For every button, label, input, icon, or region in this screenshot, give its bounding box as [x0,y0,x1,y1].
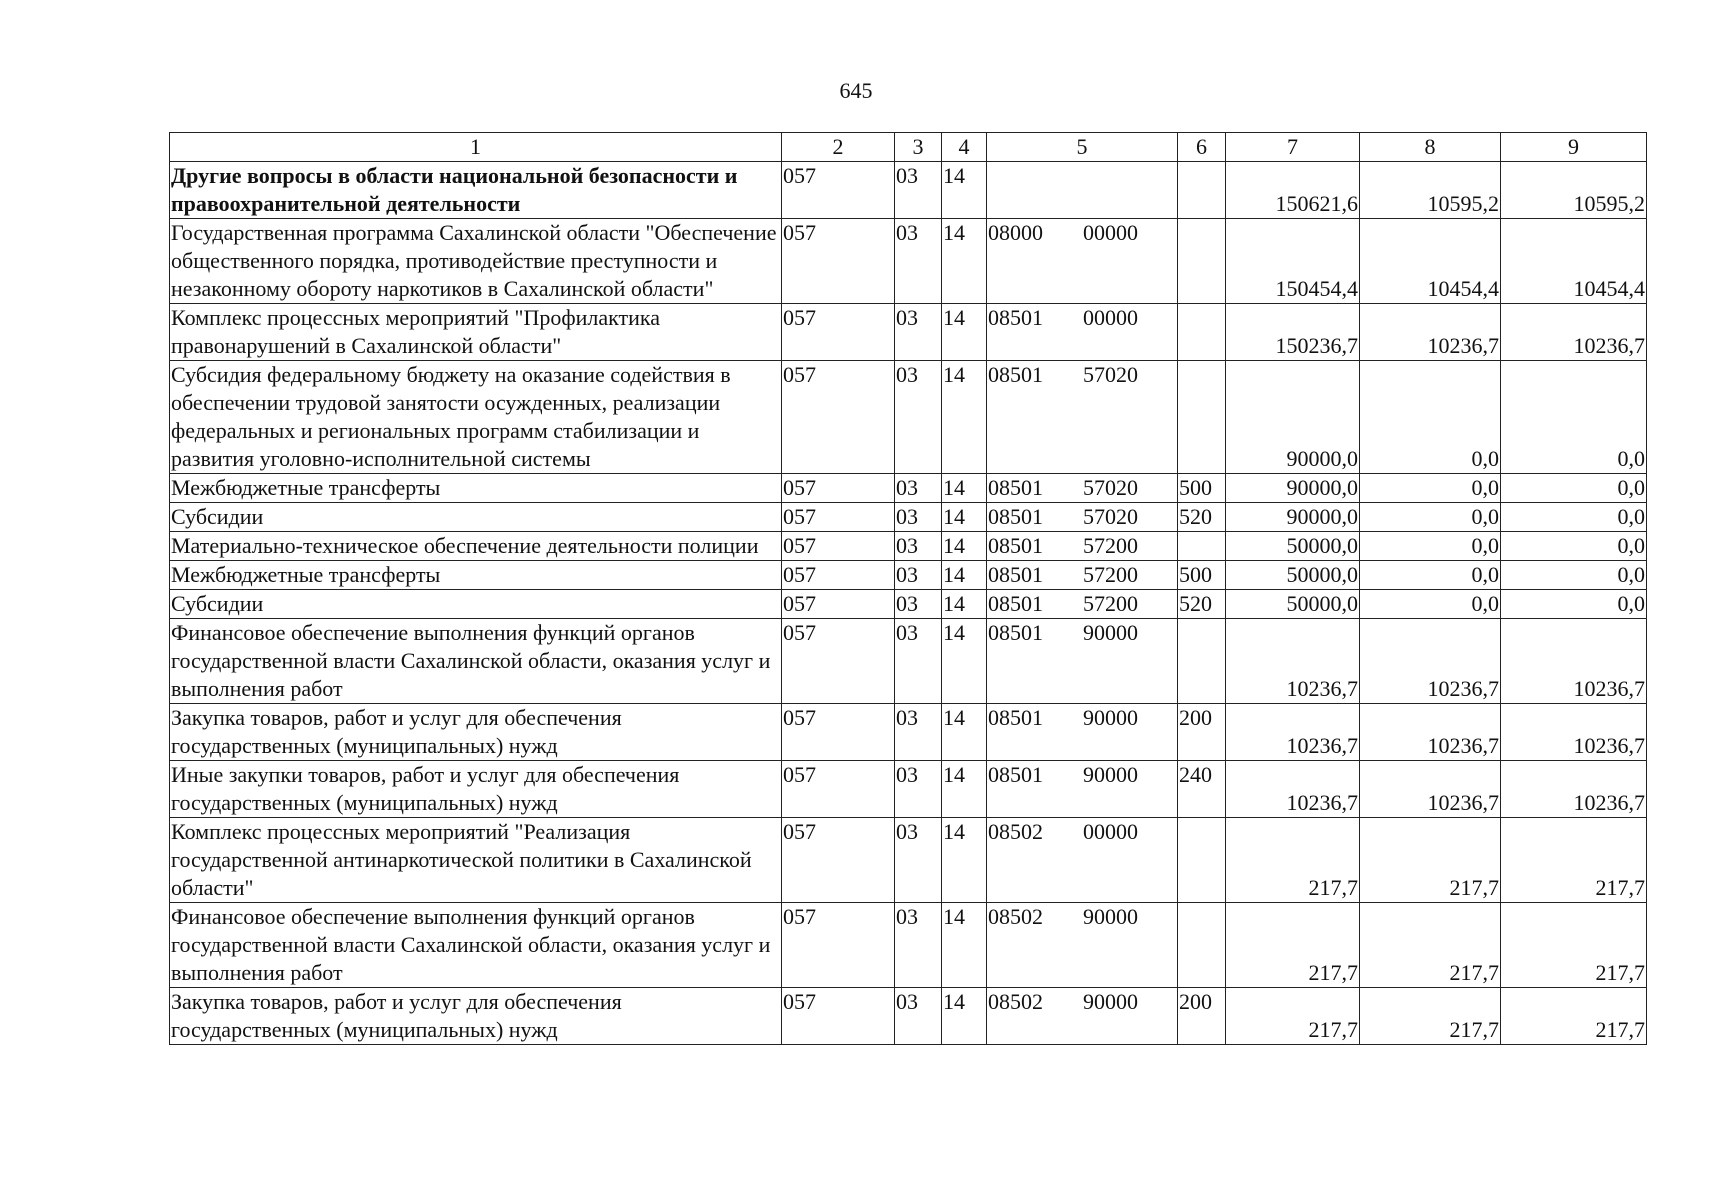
expense-type-cell [1178,361,1226,474]
amount-col8-cell: 10236,7 [1360,704,1501,761]
program-code: 08501 [988,504,1043,529]
target-article-cell [987,761,1178,818]
chapter-code-cell: 057 [782,162,895,219]
chapter-code-cell: 057 [782,304,895,361]
amount-col8-cell: 10236,7 [1360,619,1501,704]
program-code: 08501 [988,620,1043,645]
amount-col9-cell: 10454,4 [1501,219,1647,304]
direction-code: 90000 [1083,620,1138,645]
amount-col8-cell: 0,0 [1360,532,1501,561]
column-header: 2 [782,133,895,162]
program-code: 08501 [988,705,1043,730]
page-number: 645 [839,78,873,103]
amount-col9-cell: 217,7 [1501,988,1647,1045]
program-code: 08501 [988,305,1043,330]
subsection-code-cell: 14 [942,162,987,219]
column-header: 9 [1501,133,1647,162]
program-code: 08501 [988,362,1043,387]
table-row [170,619,1647,704]
amount-col7-cell: 90000,0 [1226,503,1360,532]
expense-type-cell: 520 [1178,503,1226,532]
row-name-cell: Другие вопросы в области национальной безопасности и правоохранительной деятельности [170,162,782,219]
program-code: 08501 [988,591,1043,616]
target-article-cell [987,532,1178,561]
table-row [170,361,1647,474]
direction-code: 57200 [1083,533,1138,558]
subsection-code-cell: 14 [942,361,987,474]
amount-col9-cell: 10595,2 [1501,162,1647,219]
section-code-cell: 03 [895,532,942,561]
target-article-cell [987,503,1178,532]
amount-col7-cell: 10236,7 [1226,619,1360,704]
amount-col8-cell: 217,7 [1360,988,1501,1045]
section-code-cell: 03 [895,219,942,304]
amount-col9-cell: 10236,7 [1501,304,1647,361]
chapter-code-cell: 057 [782,503,895,532]
amount-col8-cell: 0,0 [1360,503,1501,532]
table-row [170,704,1647,761]
section-code-cell: 03 [895,561,942,590]
subsection-code-cell: 14 [942,988,987,1045]
target-article-cell [987,219,1178,304]
subsection-code-cell: 14 [942,903,987,988]
expense-type-cell [1178,532,1226,561]
amount-col8-cell: 0,0 [1360,474,1501,503]
amount-col8-cell: 10236,7 [1360,761,1501,818]
chapter-code-cell: 057 [782,704,895,761]
expense-type-cell [1178,162,1226,219]
subsection-code-cell: 14 [942,761,987,818]
amount-col8-cell: 0,0 [1360,361,1501,474]
section-code-cell: 03 [895,619,942,704]
amount-col7-cell: 50000,0 [1226,561,1360,590]
table-row [170,761,1647,818]
target-article-cell [987,561,1178,590]
subsection-code-cell: 14 [942,219,987,304]
chapter-code-cell: 057 [782,361,895,474]
row-name-cell: Иные закупки товаров, работ и услуг для обеспечения государственных (муниципальных) нужд [170,761,782,818]
section-code-cell: 03 [895,761,942,818]
table-row [170,219,1647,304]
subsection-code-cell: 14 [942,704,987,761]
amount-col9-cell: 10236,7 [1501,761,1647,818]
amount-col9-cell: 10236,7 [1501,704,1647,761]
amount-col8-cell: 10454,4 [1360,219,1501,304]
section-code-cell: 03 [895,162,942,219]
direction-code: 57020 [1083,475,1138,500]
table-row [170,532,1647,561]
row-name-cell: Межбюджетные трансферты [170,561,782,590]
amount-col7-cell: 217,7 [1226,903,1360,988]
amount-col8-cell: 0,0 [1360,561,1501,590]
row-name-cell: Финансовое обеспечение выполнения функций органов государственной власти Сахалинской области, оказания услуг и выполнения работ [170,619,782,704]
row-name-cell: Комплекс процессных мероприятий "Реализация государственной антинаркотической политики в Сахалинской области" [170,818,782,903]
expense-type-cell [1178,304,1226,361]
table-row [170,162,1647,219]
table-row [170,474,1647,503]
column-header: 3 [895,133,942,162]
program-code: 08502 [988,989,1043,1014]
amount-col7-cell: 150236,7 [1226,304,1360,361]
subsection-code-cell: 14 [942,818,987,903]
subsection-code-cell: 14 [942,590,987,619]
expense-type-cell: 240 [1178,761,1226,818]
target-article-cell [987,304,1178,361]
direction-code: 57200 [1083,591,1138,616]
row-name-cell: Закупка товаров, работ и услуг для обеспечения государственных (муниципальных) нужд [170,988,782,1045]
program-code: 08501 [988,762,1043,787]
budget-table [169,132,1647,1045]
amount-col8-cell: 0,0 [1360,590,1501,619]
expense-type-cell: 200 [1178,988,1226,1045]
program-code: 08501 [988,475,1043,500]
target-article-cell [987,619,1178,704]
amount-col9-cell: 0,0 [1501,503,1647,532]
expense-type-cell [1178,903,1226,988]
chapter-code-cell: 057 [782,561,895,590]
program-code: 08000 [988,220,1043,245]
target-article-cell [987,474,1178,503]
target-article-cell [987,361,1178,474]
row-name-cell: Государственная программа Сахалинской области "Обеспечение общественного порядка, противодействие преступности и незаконному обороту наркотиков в Сахалинской области" [170,219,782,304]
direction-code: 00000 [1083,220,1138,245]
expense-type-cell: 520 [1178,590,1226,619]
amount-col7-cell: 150454,4 [1226,219,1360,304]
amount-col7-cell: 150621,6 [1226,162,1360,219]
section-code-cell: 03 [895,304,942,361]
target-article-cell [987,162,1178,219]
column-header: 1 [170,133,782,162]
subsection-code-cell: 14 [942,619,987,704]
amount-col9-cell: 10236,7 [1501,619,1647,704]
table-row [170,988,1647,1045]
row-name-cell: Закупка товаров, работ и услуг для обеспечения государственных (муниципальных) нужд [170,704,782,761]
chapter-code-cell: 057 [782,474,895,503]
expense-type-cell [1178,619,1226,704]
amount-col7-cell: 50000,0 [1226,532,1360,561]
program-code: 08501 [988,533,1043,558]
table-row [170,903,1647,988]
column-header: 5 [987,133,1178,162]
section-code-cell: 03 [895,503,942,532]
amount-col8-cell: 217,7 [1360,818,1501,903]
column-number-row [170,133,1647,162]
amount-col7-cell: 90000,0 [1226,474,1360,503]
direction-code: 90000 [1083,762,1138,787]
column-header: 4 [942,133,987,162]
subsection-code-cell: 14 [942,532,987,561]
expense-type-cell: 200 [1178,704,1226,761]
expense-type-cell [1178,219,1226,304]
table-row [170,818,1647,903]
expense-type-cell [1178,818,1226,903]
section-code-cell: 03 [895,590,942,619]
amount-col8-cell: 10595,2 [1360,162,1501,219]
direction-code: 00000 [1083,819,1138,844]
direction-code: 57020 [1083,504,1138,529]
amount-col7-cell: 90000,0 [1226,361,1360,474]
chapter-code-cell: 057 [782,988,895,1045]
row-name-cell: Субсидии [170,503,782,532]
amount-col7-cell: 50000,0 [1226,590,1360,619]
chapter-code-cell: 057 [782,219,895,304]
direction-code: 57020 [1083,362,1138,387]
amount-col9-cell: 0,0 [1501,474,1647,503]
subsection-code-cell: 14 [942,503,987,532]
row-name-cell: Межбюджетные трансферты [170,474,782,503]
row-name-cell: Субсидия федеральному бюджету на оказание содействия в обеспечении трудовой занятости осужденных, реализации федеральных и региональных программ стабилизации и развития уголовно-исполнительной системы [170,361,782,474]
section-code-cell: 03 [895,361,942,474]
section-code-cell: 03 [895,988,942,1045]
column-header: 8 [1360,133,1501,162]
row-name-cell: Комплекс процессных мероприятий "Профилактика правонарушений в Сахалинской области" [170,304,782,361]
program-code: 08502 [988,904,1043,929]
target-article-cell [987,818,1178,903]
amount-col8-cell: 217,7 [1360,903,1501,988]
section-code-cell: 03 [895,818,942,903]
target-article-cell [987,903,1178,988]
direction-code: 90000 [1083,904,1138,929]
expense-type-cell: 500 [1178,561,1226,590]
chapter-code-cell: 057 [782,761,895,818]
amount-col7-cell: 217,7 [1226,818,1360,903]
subsection-code-cell: 14 [942,561,987,590]
direction-code: 90000 [1083,705,1138,730]
table-row [170,590,1647,619]
program-code: 08501 [988,562,1043,587]
chapter-code-cell: 057 [782,818,895,903]
amount-col7-cell: 217,7 [1226,988,1360,1045]
amount-col9-cell: 217,7 [1501,903,1647,988]
amount-col8-cell: 10236,7 [1360,304,1501,361]
expense-type-cell: 500 [1178,474,1226,503]
table-row [170,304,1647,361]
row-name-cell: Материально-техническое обеспечение деятельности полиции [170,532,782,561]
section-code-cell: 03 [895,903,942,988]
target-article-cell [987,590,1178,619]
direction-code: 57200 [1083,562,1138,587]
target-article-cell [987,988,1178,1045]
target-article-cell [987,704,1178,761]
subsection-code-cell: 14 [942,474,987,503]
table-row [170,561,1647,590]
chapter-code-cell: 057 [782,590,895,619]
chapter-code-cell: 057 [782,903,895,988]
amount-col7-cell: 10236,7 [1226,761,1360,818]
amount-col9-cell: 0,0 [1501,361,1647,474]
direction-code: 00000 [1083,305,1138,330]
subsection-code-cell: 14 [942,304,987,361]
row-name-cell: Финансовое обеспечение выполнения функций органов государственной власти Сахалинской области, оказания услуг и выполнения работ [170,903,782,988]
amount-col9-cell: 0,0 [1501,532,1647,561]
amount-col9-cell: 217,7 [1501,818,1647,903]
direction-code: 90000 [1083,989,1138,1014]
amount-col9-cell: 0,0 [1501,561,1647,590]
column-header: 6 [1178,133,1226,162]
amount-col9-cell: 0,0 [1501,590,1647,619]
program-code: 08502 [988,819,1043,844]
section-code-cell: 03 [895,474,942,503]
amount-col7-cell: 10236,7 [1226,704,1360,761]
chapter-code-cell: 057 [782,532,895,561]
table-row [170,503,1647,532]
column-header: 7 [1226,133,1360,162]
section-code-cell: 03 [895,704,942,761]
chapter-code-cell: 057 [782,619,895,704]
row-name-cell: Субсидии [170,590,782,619]
